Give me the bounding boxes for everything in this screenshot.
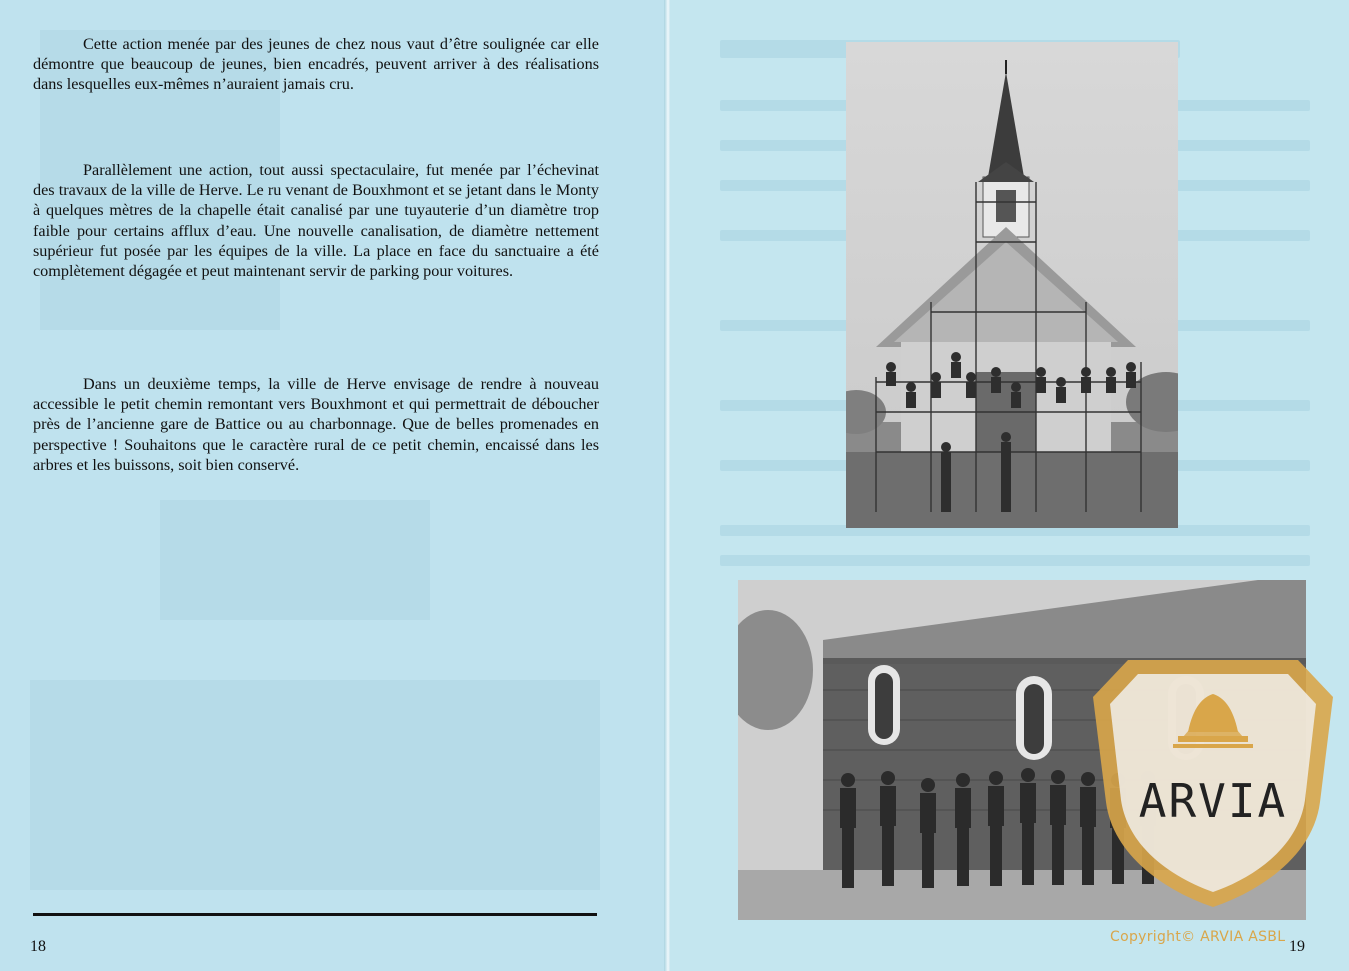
show-through-image: [30, 680, 600, 890]
footer-rule: [33, 913, 597, 916]
paragraph-3: [33, 374, 599, 475]
paragraph-text: Cette action menée par des jeunes de chez nous vaut d’être soulignée car elle démontre que beaucoup de jeunes, bien encadrés, peuvent arriver à des réalisations dans lesquelles eux-mêmes n’auraient jamais cru.: [33, 35, 599, 94]
paragraph-2: [33, 160, 599, 281]
photo-image: [846, 42, 1178, 528]
show-through-text: [720, 555, 1310, 566]
paragraph-text: Dans un deuxième temps, la ville de Herve envisage de rendre à nouveau accessible le petit chemin remontant vers Bouxhmont et qui permettrait de déboucher près de l’ancienne gare de Battice ou au charbonnage. Que de belles promenades en perspective ! Souhaitons que le caractère rural de ce petit chemin, encaissé dans les arbres et les buissons, soit bien conservé.: [33, 375, 599, 474]
left-page: [0, 0, 666, 971]
copyright-notice: Copyright© ARVIA ASBL: [1110, 929, 1286, 945]
page-number-right: 19: [1289, 938, 1305, 955]
show-through-image: [160, 500, 430, 620]
paragraph-1: [33, 34, 599, 95]
arvia-shield-watermark: [1088, 652, 1338, 910]
page-number-left: 18: [30, 938, 46, 955]
chapel-scaffolding-photo: [846, 42, 1178, 528]
paragraph-text: Parallèlement une action, tout aussi spectaculaire, fut menée par l’échevinat des travaux de la ville de Herve. Le ru venant de Bouxhmont et se jetant dans le Monty à quelques mètres de la chapelle était canalisé par une tuyauterie d’un diamètre trop faible pour certains afflux d’eau. Une nouvelle canalisation, de diamètre nettement supérieur fut posée par les équipes de la ville. La place en face du sanctuaire a été complètement dégagée et peut maintenant servir de parking pour voitures.: [33, 161, 599, 281]
watermark-logo-text: ARVIA: [1138, 774, 1288, 828]
